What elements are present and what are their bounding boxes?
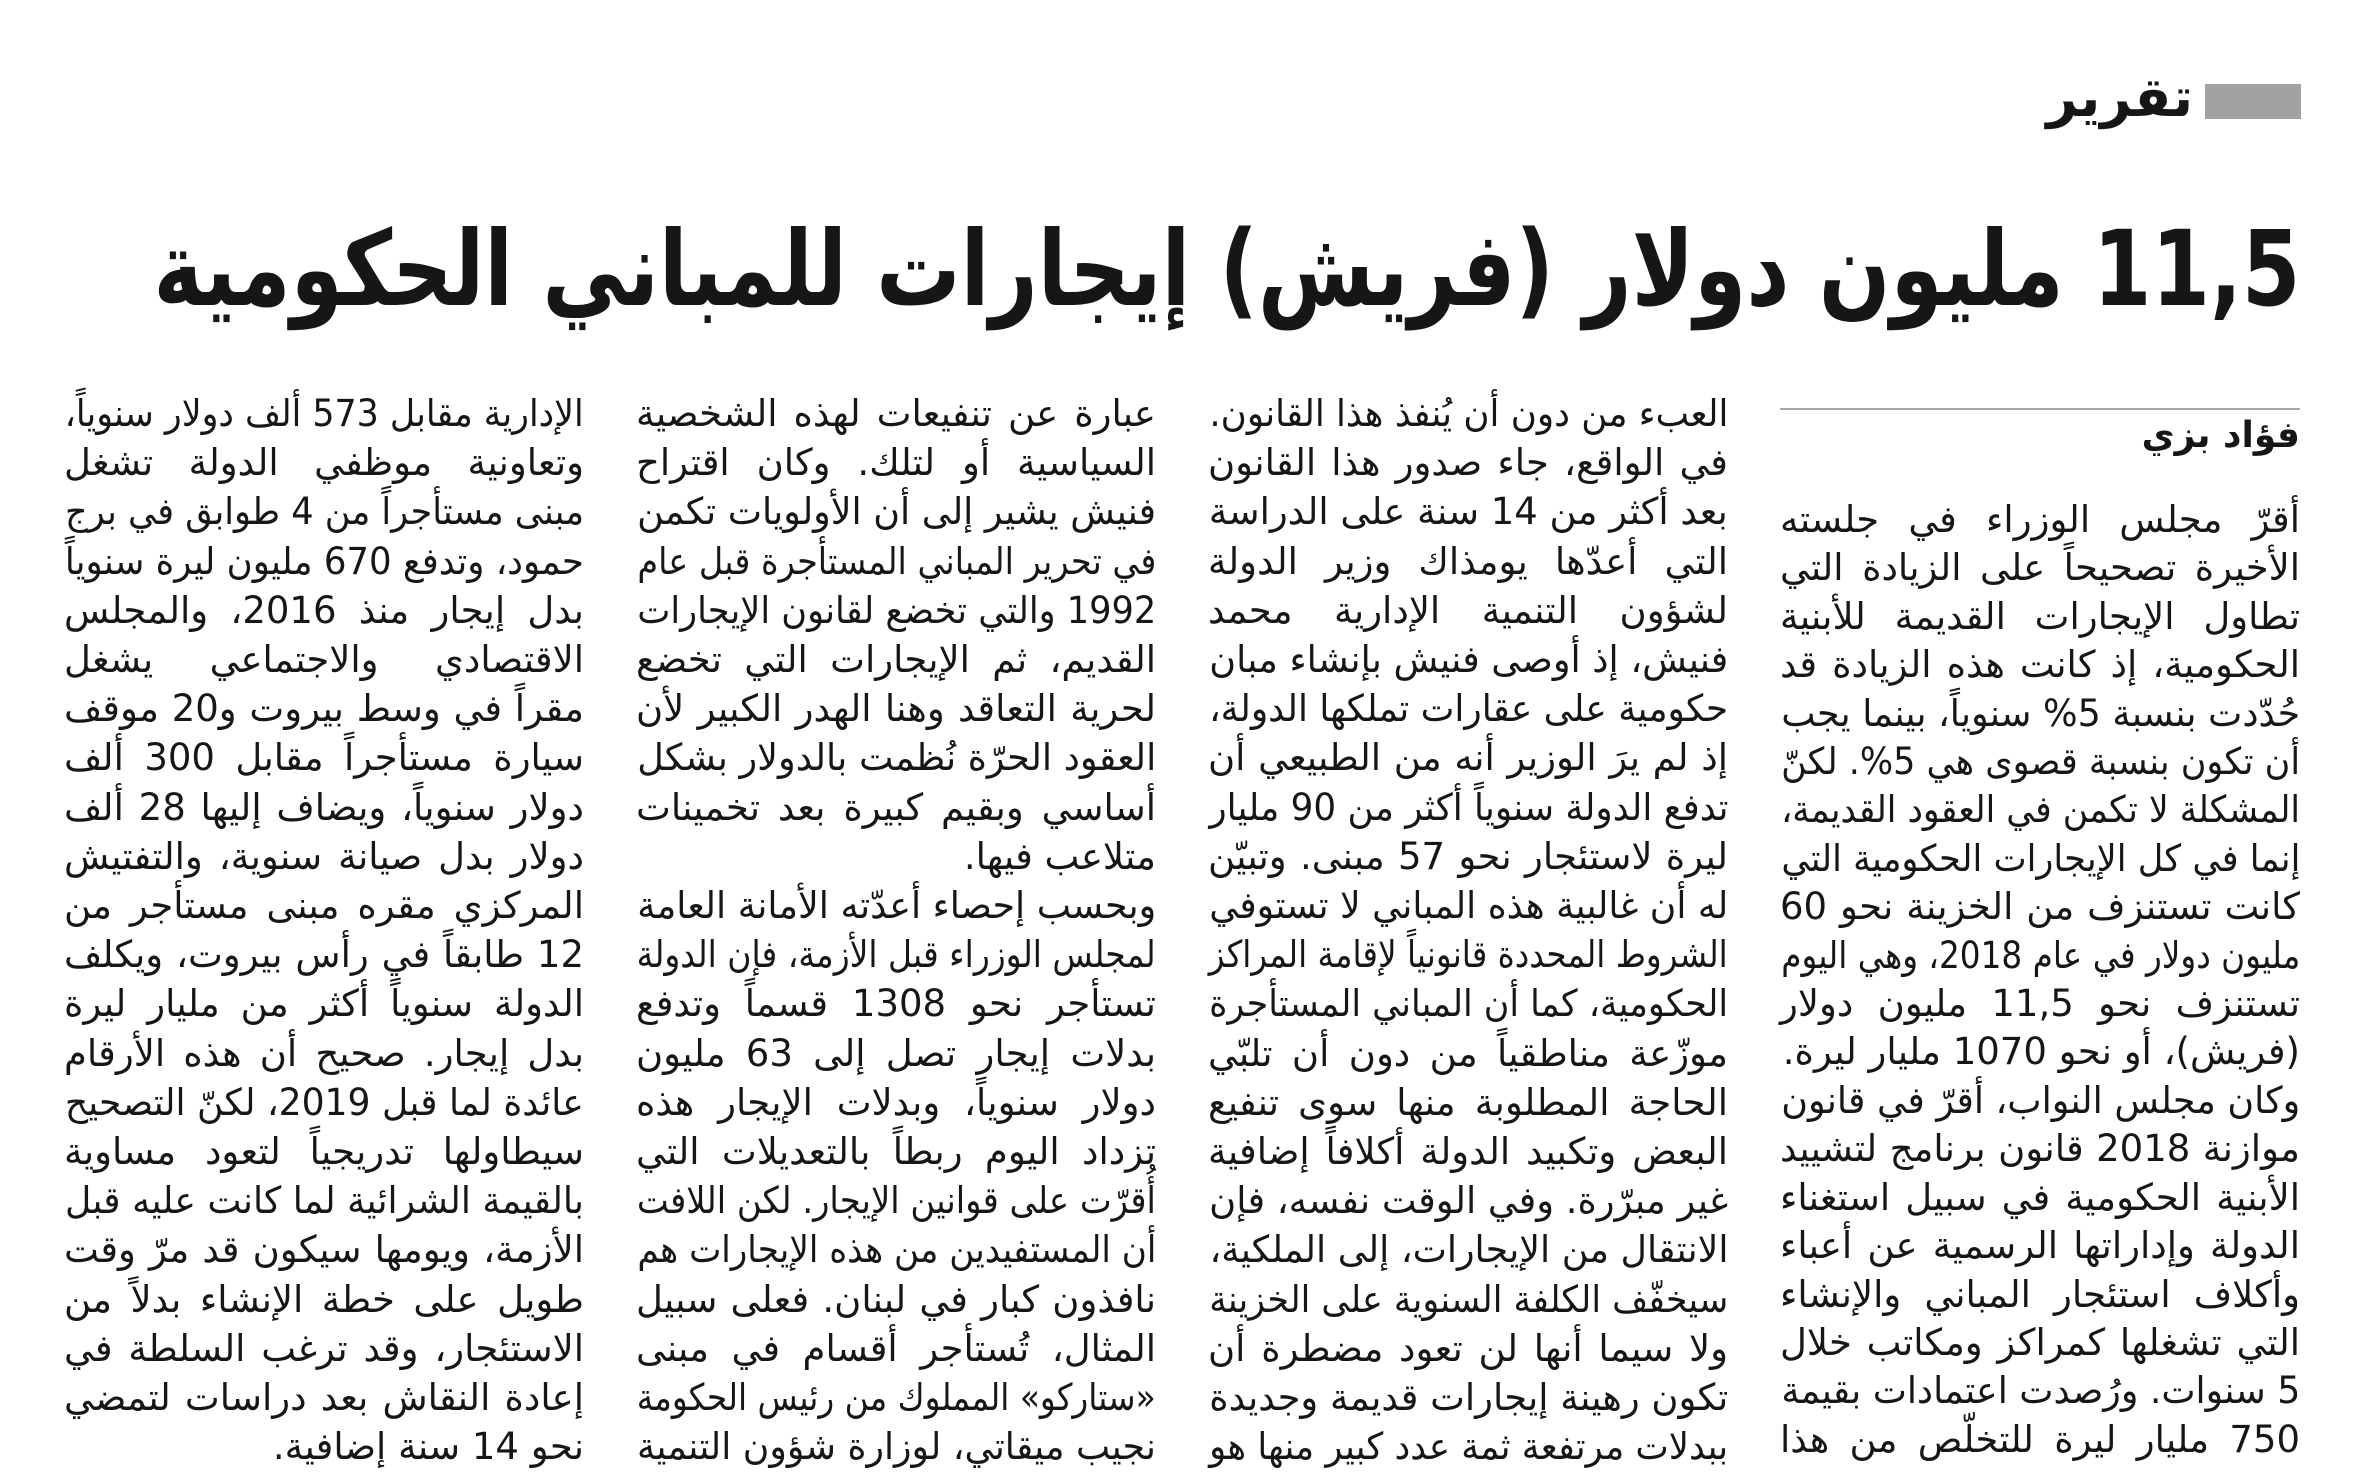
article-line	[1780, 1416, 2300, 1464]
article-line	[1780, 932, 2300, 980]
article-paragraph	[636, 881, 1156, 1471]
article-line-text: دولار بدل صيانة سنوية، والتفتيش	[64, 834, 584, 878]
article-paragraph	[636, 389, 1156, 881]
article-line	[64, 979, 584, 1028]
article-line-text: البعض وتكبيد الدولة أكلافاً إضافية	[1208, 1130, 1728, 1174]
article-line-text: 12 طابقاً في رأس بيروت، ويكلف	[64, 933, 584, 977]
article-line	[1208, 1324, 1728, 1373]
article-line	[64, 832, 584, 881]
article-line	[1208, 487, 1728, 536]
article-line	[64, 1176, 584, 1225]
article-line-text: الدولة وإداراتها الرسمية عن أعباء	[1780, 1224, 2300, 1268]
article-line-text: لشؤون التنمية الإدارية محمد	[1208, 588, 1728, 632]
article-line	[1208, 1225, 1728, 1274]
article-line	[636, 783, 1156, 832]
article-line	[636, 1029, 1156, 1078]
article-line-text: الشروط المحددة قانونياً لإقامة المراكز	[1209, 933, 1728, 977]
article-line	[64, 537, 584, 586]
article-line-text: ولا سيما أنها لن تعود مضطرة أن	[1208, 1326, 1728, 1370]
article-line-text: عبارة عن تنفيعات لهذه الشخصية	[636, 392, 1156, 435]
article-column-4	[64, 389, 584, 1471]
article-line-text: بدل إيجار. صحيح أن هذه الأرقام	[64, 1031, 584, 1075]
article-line	[1780, 1125, 2300, 1173]
headline-text: 11,5 مليون دولار (فريش) إيجارات للمباني الحكومية	[153, 208, 2300, 330]
article-column-2	[1208, 389, 1728, 1471]
article-line	[64, 733, 584, 782]
article-paragraph	[1208, 438, 1728, 1471]
article-line	[64, 1029, 584, 1078]
article-line	[1208, 1029, 1728, 1078]
byline-rule	[1780, 408, 2300, 410]
article-line-text: الاستئجار، وقد ترغب السلطة في	[64, 1326, 584, 1370]
article-line	[1780, 786, 2300, 834]
article-line	[636, 733, 1156, 782]
article-line-text: فنيش، إذ أوصى فنيش بإنشاء مبان	[1209, 638, 1728, 682]
article-line-text: موزّعة مناطقياً من دون أن تلبّي	[1208, 1031, 1728, 1075]
article-paragraph	[1208, 389, 1728, 438]
article-line-text: تكون رهينة إيجارات قديمة وجديدة	[1209, 1376, 1728, 1420]
article-line-text: وأكلاف استئجار المباني والإنشاء	[1780, 1272, 2300, 1316]
article-line-text: بدل إيجار منذ 2016، والمجلس	[64, 588, 584, 632]
article-line	[1780, 544, 2300, 592]
article-line	[636, 1324, 1156, 1373]
article-line-text: وكان مجلس النواب، أقرّ في قانون	[1781, 1078, 2300, 1122]
article-line	[636, 684, 1156, 733]
article-line	[64, 438, 584, 487]
article-line	[1208, 537, 1728, 586]
article-line	[1780, 690, 2300, 738]
article-line-text: دولار سنوياً، ويضاف إليها 28 ألف	[64, 785, 584, 829]
article-line	[636, 832, 1156, 881]
article-line-text: إنما في كل الإيجارات الحكومية التي	[1781, 836, 2300, 880]
article-line-text: إعادة النقاش بعد دراسات لتمضي	[64, 1376, 584, 1420]
article-line-text: سيخفّف الكلفة السنوية على الخزينة	[1209, 1277, 1728, 1321]
article-line	[1208, 1176, 1728, 1225]
article-line-text: في الواقع، جاء صدور هذا القانون	[1208, 441, 1728, 485]
article-line-text: سيطاولها تدريجياً لتعود مساوية	[64, 1130, 584, 1174]
article-line	[64, 1225, 584, 1274]
article-line	[64, 1127, 584, 1176]
article-line-text: القديم، ثم الإيجارات التي تخضع	[636, 638, 1156, 682]
article-line-text: متلاعب فيها.	[963, 834, 1156, 878]
article-line-text: سيارة مستأجراً مقابل 300 ألف	[64, 736, 584, 780]
article-line	[1208, 979, 1728, 1028]
article-line-text: أن تكون بنسبة قصوى هي 5%. لكنّ	[1781, 740, 2300, 784]
article-line-text: كانت تستنزف من الخزينة نحو 60	[1780, 885, 2300, 929]
byline: فؤاد بزي	[2141, 415, 2300, 456]
article-line-text: إذ لم يرَ الوزير أنه من الطبيعي أن	[1208, 736, 1728, 780]
article-line-text: الأزمة، ويومها سيكون قد مرّ وقت	[64, 1228, 584, 1272]
article-line-text: نجيب ميقاتي، لوزارة شؤون التنمية	[637, 1425, 1156, 1469]
article-line-text: مليون دولار في عام 2018، وهي اليوم	[1781, 933, 2300, 977]
article-line-text: 750 مليار ليرة للتخلّص من هذا	[1780, 1417, 2300, 1461]
article-line-text: الأخيرة تصحيحاً على الزيادة التي	[1780, 546, 2300, 590]
article-line-text: المركزي مقره مبنى مستأجر من	[64, 884, 584, 928]
article-line-text: تطاول الإيجارات القديمة للأبنية	[1780, 594, 2300, 638]
article-line-text: المشكلة لا تكمن في العقود القديمة،	[1781, 788, 2300, 832]
article-line	[636, 487, 1156, 536]
article-line	[1208, 635, 1728, 684]
article-line	[64, 389, 584, 438]
section-label: تقرير	[2046, 66, 2193, 129]
article-line	[64, 487, 584, 536]
article-line	[636, 1176, 1156, 1225]
article-line	[1208, 586, 1728, 635]
article-line	[64, 684, 584, 733]
article-line	[1208, 783, 1728, 832]
article-line	[1208, 733, 1728, 782]
article-line	[1208, 438, 1728, 487]
article-line-text: الحكومية، إذ كانت هذه الزيادة قد	[1780, 643, 2300, 687]
article-line	[636, 979, 1156, 1028]
article-line	[1208, 389, 1728, 438]
article-line-text: تزداد اليوم ربطاً بالتعديلات التي	[636, 1130, 1156, 1174]
article-line	[1780, 641, 2300, 689]
article-line	[64, 881, 584, 930]
article-line	[1780, 980, 2300, 1028]
article-line	[64, 1373, 584, 1422]
article-line	[1780, 883, 2300, 931]
article-line	[636, 1078, 1156, 1127]
article-line	[636, 1127, 1156, 1176]
section-marker-bar	[2205, 84, 2301, 119]
article-line	[1208, 881, 1728, 930]
article-line	[1208, 1422, 1728, 1471]
article-line	[636, 537, 1156, 586]
article-column-1	[1780, 496, 2300, 1464]
headline	[152, 204, 2300, 334]
article-line-text: عائدة لما قبل 2019، لكنّ التصحيح	[65, 1080, 584, 1124]
article-line	[1208, 1373, 1728, 1422]
article-line-text: فنيش يشير إلى أن الأولويات تكمن	[637, 490, 1156, 534]
article-line	[1780, 1077, 2300, 1125]
article-line-text: بالقيمة الشرائية لما كانت عليه قبل	[65, 1179, 584, 1223]
article-line-text: ببدلات مرتفعة ثمة عدد كبير منها هو	[1209, 1425, 1728, 1469]
article-line	[64, 586, 584, 635]
article-line	[636, 1225, 1156, 1274]
article-line-text: بدلات إيجار تصل إلى 63 مليون	[636, 1031, 1157, 1075]
article-line	[1780, 1271, 2300, 1319]
article-line	[636, 586, 1156, 635]
article-line-text: المثال، تُستأجر أقسام في مبنى	[636, 1326, 1156, 1370]
article-line-text: التي تشغلها كمراكز ومكاتب خلال	[1780, 1320, 2300, 1364]
article-line-text: ليرة لاستئجار نحو 57 مبنى. وتبيّن	[1208, 834, 1728, 878]
article-paragraph	[1780, 496, 2300, 1077]
article-line-text: الانتقال من الإيجارات، إلى الملكية،	[1209, 1228, 1728, 1272]
article-line	[1208, 1275, 1728, 1324]
article-line-text: في تحرير المباني المستأجرة قبل عام	[637, 539, 1156, 583]
article-line	[1780, 1222, 2300, 1270]
article-line	[636, 1373, 1156, 1422]
article-line	[64, 1324, 584, 1373]
article-line-text: التي أعدّها يومذاك وزير الدولة	[1208, 539, 1728, 583]
article-line	[1780, 1174, 2300, 1222]
article-line-text: «ستاركو» المملوك من رئيس الحكومة	[637, 1376, 1156, 1420]
article-line	[636, 881, 1156, 930]
article-line-text: حُدّدت بنسبة 5% سنوياً، بينما يجب	[1781, 691, 2300, 735]
article-line	[64, 1275, 584, 1324]
article-line	[1208, 684, 1728, 733]
article-line-text: لحرية التعاقد وهنا الهدر الكبير لأن	[636, 687, 1156, 731]
article-line	[64, 930, 584, 979]
article-line-text: تستنزف نحو 11,5 مليون دولار	[1780, 982, 2300, 1026]
article-line	[1780, 496, 2300, 544]
article-column-3	[636, 389, 1156, 1471]
article-line-text: السياسية أو لتلك. وكان اقتراح	[636, 441, 1156, 485]
article-line	[1780, 593, 2300, 641]
article-line-text: الحكومية، كما أن المباني المستأجرة	[1209, 982, 1728, 1026]
article-line	[1780, 1319, 2300, 1367]
article-line	[64, 1078, 584, 1127]
article-line-text: نافذون كبار في لبنان. فعلى سبيل	[636, 1277, 1156, 1321]
article-line-text: أن المستفيدين من هذه الإيجارات هم	[637, 1228, 1156, 1272]
article-line-text: لمجلس الوزراء قبل الأزمة، فإن الدولة	[637, 933, 1156, 977]
article-paragraph	[1780, 1077, 2300, 1464]
article-line-text: حكومية على عقارات تملكها الدولة،	[1209, 687, 1728, 731]
article-line	[636, 438, 1156, 487]
article-line-text: وبحسب إحصاء أعدّته الأمانة العامة	[637, 884, 1156, 928]
article-line-text: أقرّ مجلس الوزراء في جلسته	[1780, 498, 2300, 541]
article-line-text: الاقتصادي والاجتماعي يشغل	[64, 638, 584, 682]
article-line-text: نحو 14 سنة إضافية.	[272, 1425, 584, 1469]
article-line-text: الإدارية مقابل 573 ألف دولار سنوياً،	[65, 392, 584, 435]
article-line-text: مبنى مستأجراً من 4 طوابق في برج	[65, 490, 584, 534]
article-line	[1780, 738, 2300, 786]
article-line-text: بعد أكثر من 14 سنة على الدراسة	[1209, 490, 1728, 534]
article-line	[636, 1275, 1156, 1324]
article-line-text: دولار سنوياً، وبدلات الإيجار هذه	[636, 1080, 1156, 1124]
article-line-text: تدفع الدولة سنوياً أكثر من 90 مليار	[1209, 785, 1728, 829]
article-line-text: الأبنية الحكومية في سبيل استغناء	[1780, 1175, 2300, 1219]
article-line-text: الحاجة المطلوبة منها سوى تنفيع	[1208, 1080, 1728, 1124]
article-line-text: 5 سنوات. ورُصدت اعتمادات بقيمة	[1781, 1369, 2300, 1413]
article-line-text: حمود، وتدفع 670 مليون ليرة سنوياً	[65, 539, 584, 583]
article-line	[636, 930, 1156, 979]
article-line-text: العبء من دون أن يُنفذ هذا القانون.	[1209, 392, 1728, 435]
article-line-text: أساسي وبقيم كبيرة بعد تخمينات	[636, 785, 1156, 829]
article-line	[1208, 930, 1728, 979]
article-line	[64, 635, 584, 684]
article-line	[1780, 1028, 2300, 1076]
article-line-text: غير مبرّرة. وفي الوقت نفسه، فإن	[1209, 1179, 1728, 1223]
article-line-text: تستأجر نحو 1308 قسماً وتدفع	[636, 982, 1156, 1026]
article-line	[1780, 1367, 2300, 1415]
article-line-text: أُقرّت على قوانين الإيجار. لكن اللافت	[637, 1179, 1156, 1223]
article-line	[64, 1422, 584, 1471]
article-line-text: طويل على خطة الإنشاء بدلاً من	[64, 1277, 584, 1321]
article-line	[1208, 832, 1728, 881]
article-line	[1208, 1127, 1728, 1176]
article-line	[1780, 835, 2300, 883]
article-line-text: مقراً في وسط بيروت و20 موقف	[64, 687, 584, 731]
article-line	[636, 389, 1156, 438]
article-line	[64, 783, 584, 832]
article-line-text: له أن غالبية هذه المباني لا تستوفي	[1209, 884, 1728, 928]
article-line-text: 1992 والتي تخضع لقانون الإيجارات	[637, 588, 1156, 632]
article-line-text: موازنة 2018 قانون برنامج لتشييد	[1780, 1127, 2300, 1171]
article-paragraph	[64, 389, 584, 1471]
article-line-text: (فريش)، أو نحو 1070 مليار ليرة.	[1782, 1030, 2300, 1074]
article-line-text: وتعاونية موظفي الدولة تشغل	[64, 441, 584, 485]
article-line	[636, 1422, 1156, 1471]
article-line-text: العقود الحرّة نُظمت بالدولار بشكل	[637, 736, 1156, 780]
article-line	[1208, 1078, 1728, 1127]
article-line	[636, 635, 1156, 684]
article-line-text: الدولة سنوياً أكثر من مليار ليرة	[64, 982, 584, 1026]
